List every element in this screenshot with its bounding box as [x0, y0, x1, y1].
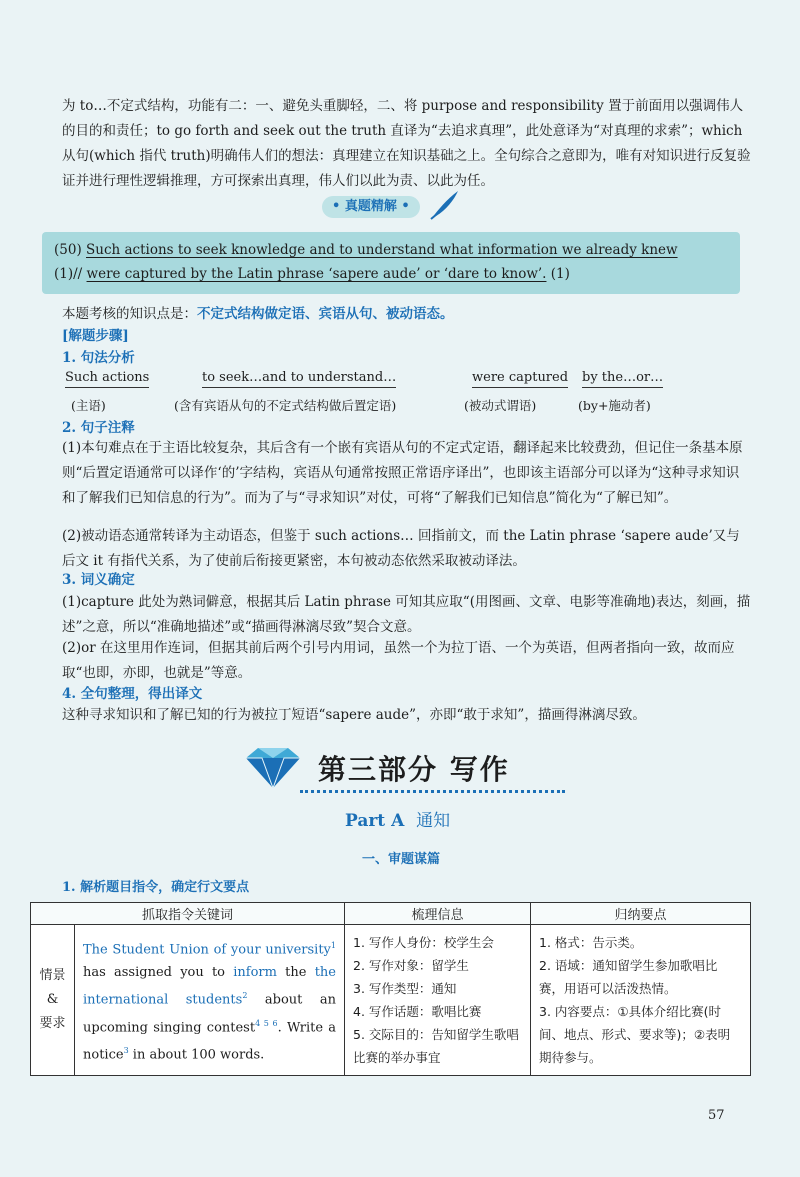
analysis-verb: were captured [472, 370, 568, 385]
intro-paragraph: 为 to…不定式结构，功能有二：一、避免头重脚轻，二、将 purpose and responsibility 置于前面用以强调伟人的目的和责任；to go forth and seek out the truth 直译为“去追求真理”，此处意译为“对真理的求索”；which 从句(which 指代 truth)明确伟人们的想法：真理建立在知识基础之上。全句综合之意即为，唯有对知识进行反复验证并进行理性逻辑推理，方可探索出真理，伟人们以此为责、以此为任。 [62, 98, 751, 189]
section-banner: • 真题精解 • [322, 196, 420, 218]
knowledge-prefix: 本题考核的知识点是： [62, 306, 197, 322]
info-item: 4. 写作话题：歌唱比赛 [353, 1004, 482, 1019]
knowledge-points [62, 304, 454, 324]
part-three-title: 第三部分 写作 [318, 753, 510, 786]
sentence-score: (1) [550, 266, 570, 282]
step2-paragraph-1: (1)本句难点在于主语比较复杂，其后含有一个嵌有宾语从句的不定式定语，翻译起来比较费劲，但记住一条基本原则“后置定语通常可以译作‘的’字结构，宾语从句通常按照正常语序译出”，也即该主语部分可以译为“这种寻求知识和了解我们已知信息的行为”。而为了与“寻求知识”对仗，可将“了解我们已知信息”简化为“了解已知”。 [62, 440, 743, 506]
row-heading: 情景 & 要求 [31, 925, 75, 1076]
table-header-keywords: 抓取指令关键词 [31, 903, 345, 925]
sentence-split-mark: (1)// [54, 266, 83, 282]
sentence-line-1: Such actions to seek knowledge and to understand what information we already knew [86, 242, 678, 258]
part-a-label: Part A [345, 811, 405, 831]
step4-paragraph: 这种寻求知识和了解已知的行为被拉丁短语“sapere aude”，亦即“敢于求知”，描画得淋漓尽致。 [62, 707, 646, 723]
title-divider [300, 790, 565, 793]
analysis-infinitive: to seek…and to understand… [202, 370, 396, 385]
sentence-number: (50) [54, 242, 82, 258]
step1-title: 1. 句法分析 [62, 350, 135, 366]
analysis-by-note: (by+施动者) [578, 398, 651, 413]
step2-paragraph-2: (2)被动语态通常转译为主动语态，但鉴于 such actions… 回指前文，而 the Latin phrase ‘sapere aude’又与后文 it 有指代关系，为了使前后衔接更紧密，本句被动态依然采取被动译法。 [62, 528, 740, 569]
table-header-info: 梳理信息 [345, 903, 531, 925]
exam-sentence-box [42, 232, 740, 294]
analysis-subject: Such actions [65, 370, 149, 385]
task-analysis-table [30, 902, 751, 1076]
knowledge-list: 不定式结构做定语、宾语从句、被动语态。 [197, 306, 454, 322]
analysis-by: by the…or… [582, 370, 663, 385]
info-item: 3. 写作类型：通知 [353, 981, 457, 996]
part-a-title: 通知 [416, 811, 451, 831]
info-item: 2. 写作对象：留学生 [353, 958, 469, 973]
steps-label: [解题步骤] [62, 328, 129, 344]
step3-paragraph-2: (2)or 在这里用作连词，但据其前后两个引号内用词，虽然一个为拉丁语、一个为英语，但两者指向一致，故而应取“也即，亦即，也就是”等意。 [62, 640, 735, 681]
prompt-text: The Student Union of your university$^1$ has assigned you to inform the the international students$^2$ about an upcoming singing contest$^{4 5 6}$. Write a notice$^3$ in about 100 words. [75, 925, 345, 1076]
diamond-icon [240, 744, 306, 790]
info-item: 1. 写作人身份：校学生会 [353, 935, 494, 950]
info-list [345, 925, 531, 1076]
step4-title: 4. 全句整理，得出译文 [62, 686, 203, 702]
section-heading: 一、审题谋篇 [362, 852, 441, 867]
part-a-heading [345, 806, 450, 831]
point-item: 2. 语域：通知留学生参加歌唱比赛，用语可以活泼热情。 [539, 958, 718, 996]
table-caption: 1. 解析题目指令，确定行文要点 [62, 880, 250, 895]
step2-title: 2. 句子注释 [62, 420, 135, 436]
step3-paragraph-1: (1)capture 此处为熟词僻意，根据其后 Latin phrase 可知其应取“(用图画、文章、电影等准确地)表达，刻画，描述”之意，所以“准确地描述”或“描画得淋漓尽致”契合文意。 [62, 594, 751, 635]
point-item: 3. 内容要点：①具体介绍比赛(时间、地点、形式、要求等)；②表明期待参与。 [539, 1004, 731, 1065]
analysis-verb-note: (被动式谓语) [464, 398, 537, 413]
quill-pen-icon [428, 188, 462, 222]
info-item: 5. 交际目的：告知留学生歌唱比赛的举办事宜 [353, 1027, 519, 1065]
sentence-line-2: were captured by the Latin phrase ‘sapere aude’ or ‘dare to know’. [86, 266, 547, 282]
points-list [531, 925, 751, 1076]
analysis-subject-note: (主语) [71, 398, 106, 413]
step3-title: 3. 词义确定 [62, 572, 135, 588]
table-header-points: 归纳要点 [531, 903, 751, 925]
analysis-infinitive-note: (含有宾语从句的不定式结构做后置定语) [174, 398, 397, 413]
page-number: 57 [708, 1108, 725, 1123]
point-item: 1. 格式：告示类。 [539, 935, 643, 950]
